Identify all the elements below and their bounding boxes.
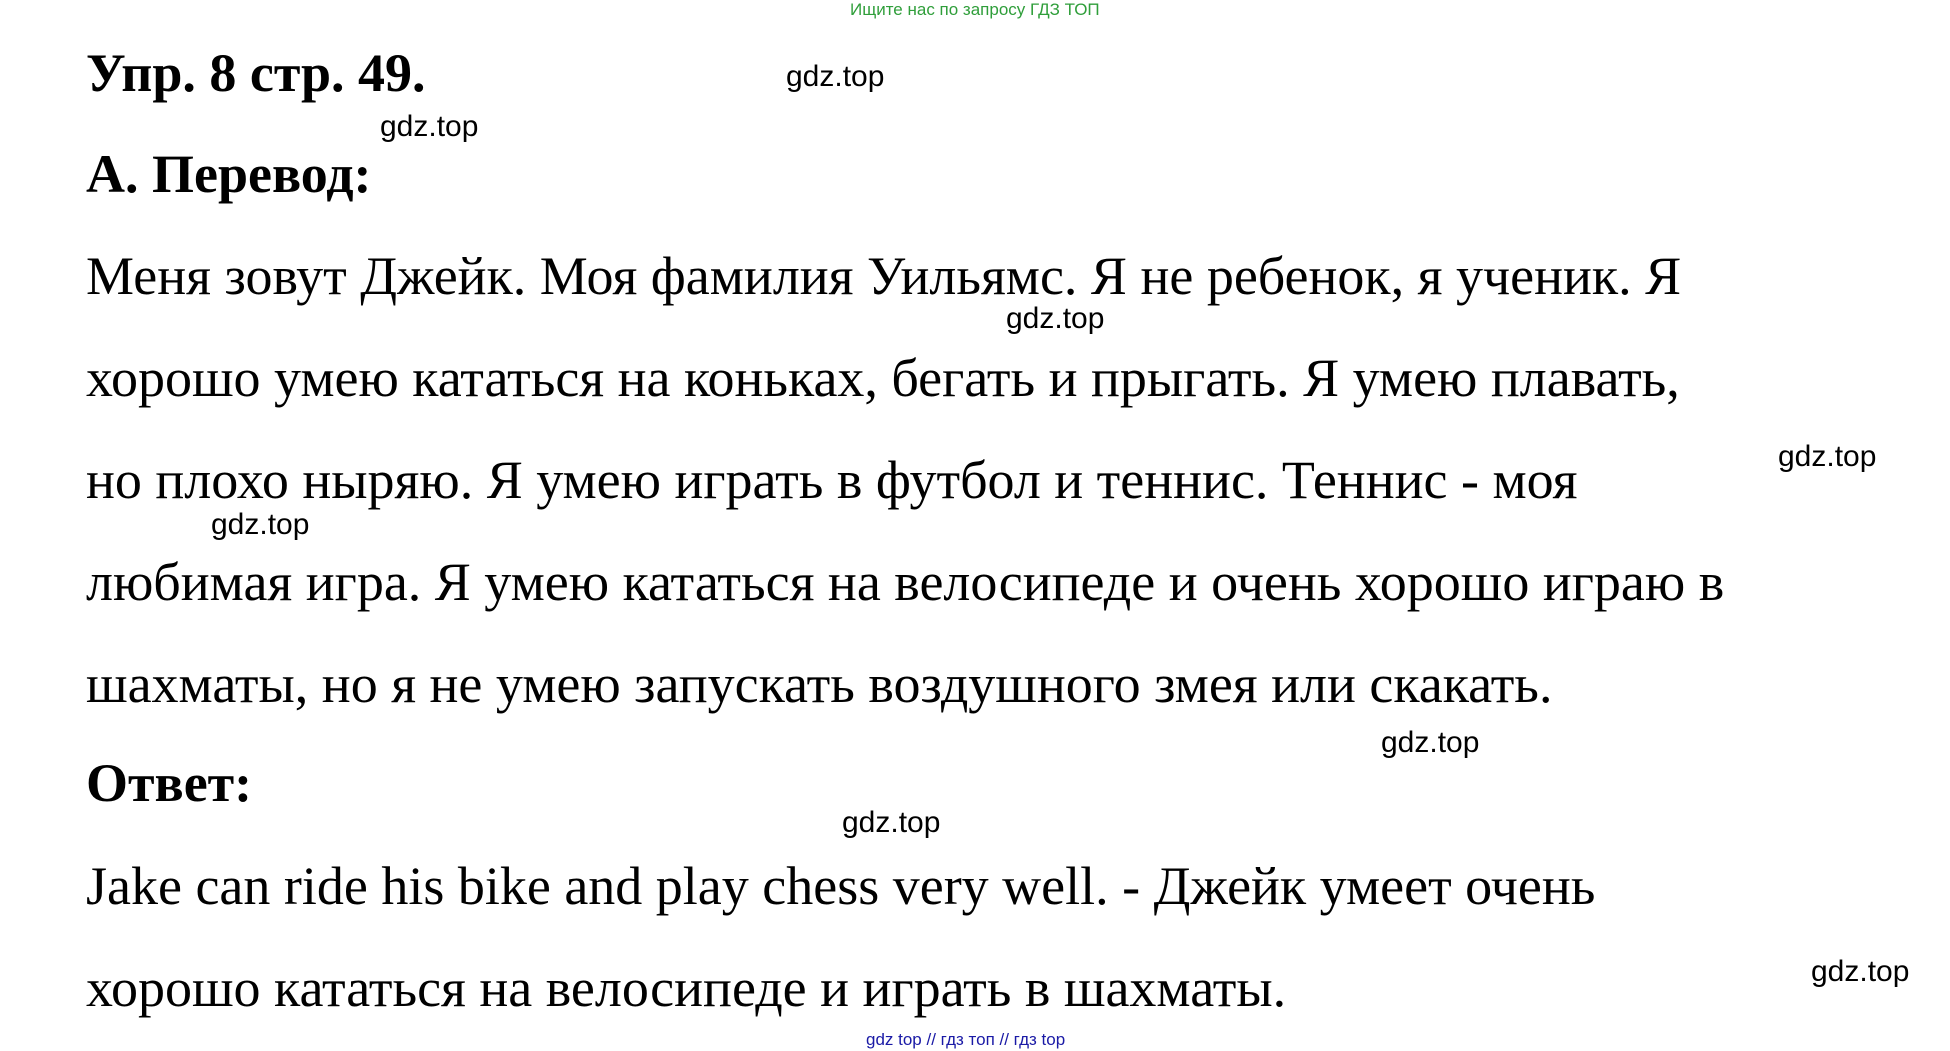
answer-line: Jake can ride his bike and play chess very well. - Джейк умеет очень — [86, 856, 1596, 916]
exercise-title: Упр. 8 стр. 49. — [86, 43, 426, 103]
translation-line: любимая игра. Я умею кататься на велосипеде и очень хорошо играю в — [86, 552, 1725, 612]
section-translation-heading: А. Перевод: — [86, 144, 372, 204]
watermark: gdz.top — [786, 60, 885, 93]
watermark: gdz.top — [1778, 440, 1877, 473]
watermark: gdz.top — [211, 508, 310, 541]
translation-line: Меня зовут Джейк. Моя фамилия Уильямс. Я не ребенок, я ученик. Я — [86, 246, 1682, 306]
watermark: gdz.top — [380, 110, 479, 143]
translation-line: хорошо умею кататься на коньках, бегать и прыгать. Я умею плавать, — [86, 348, 1680, 408]
translation-line: но плохо ныряю. Я умею играть в футбол и теннис. Теннис - моя — [86, 450, 1578, 510]
answer-line: хорошо кататься на велосипеде и играть в шахматы. — [86, 958, 1287, 1018]
watermark: gdz.top — [1006, 302, 1105, 335]
watermark: gdz.top — [1381, 726, 1480, 759]
watermark: gdz.top — [1811, 955, 1910, 988]
watermark: gdz.top — [842, 806, 941, 839]
footer-links: gdz top // гдз топ // гдз top — [866, 1030, 1066, 1049]
translation-line: шахматы, но я не умею запускать воздушного змея или скакать. — [86, 654, 1553, 714]
answer-heading: Ответ: — [86, 753, 253, 813]
search-banner: Ищите нас по запросу ГДЗ ТОП — [850, 0, 1100, 19]
